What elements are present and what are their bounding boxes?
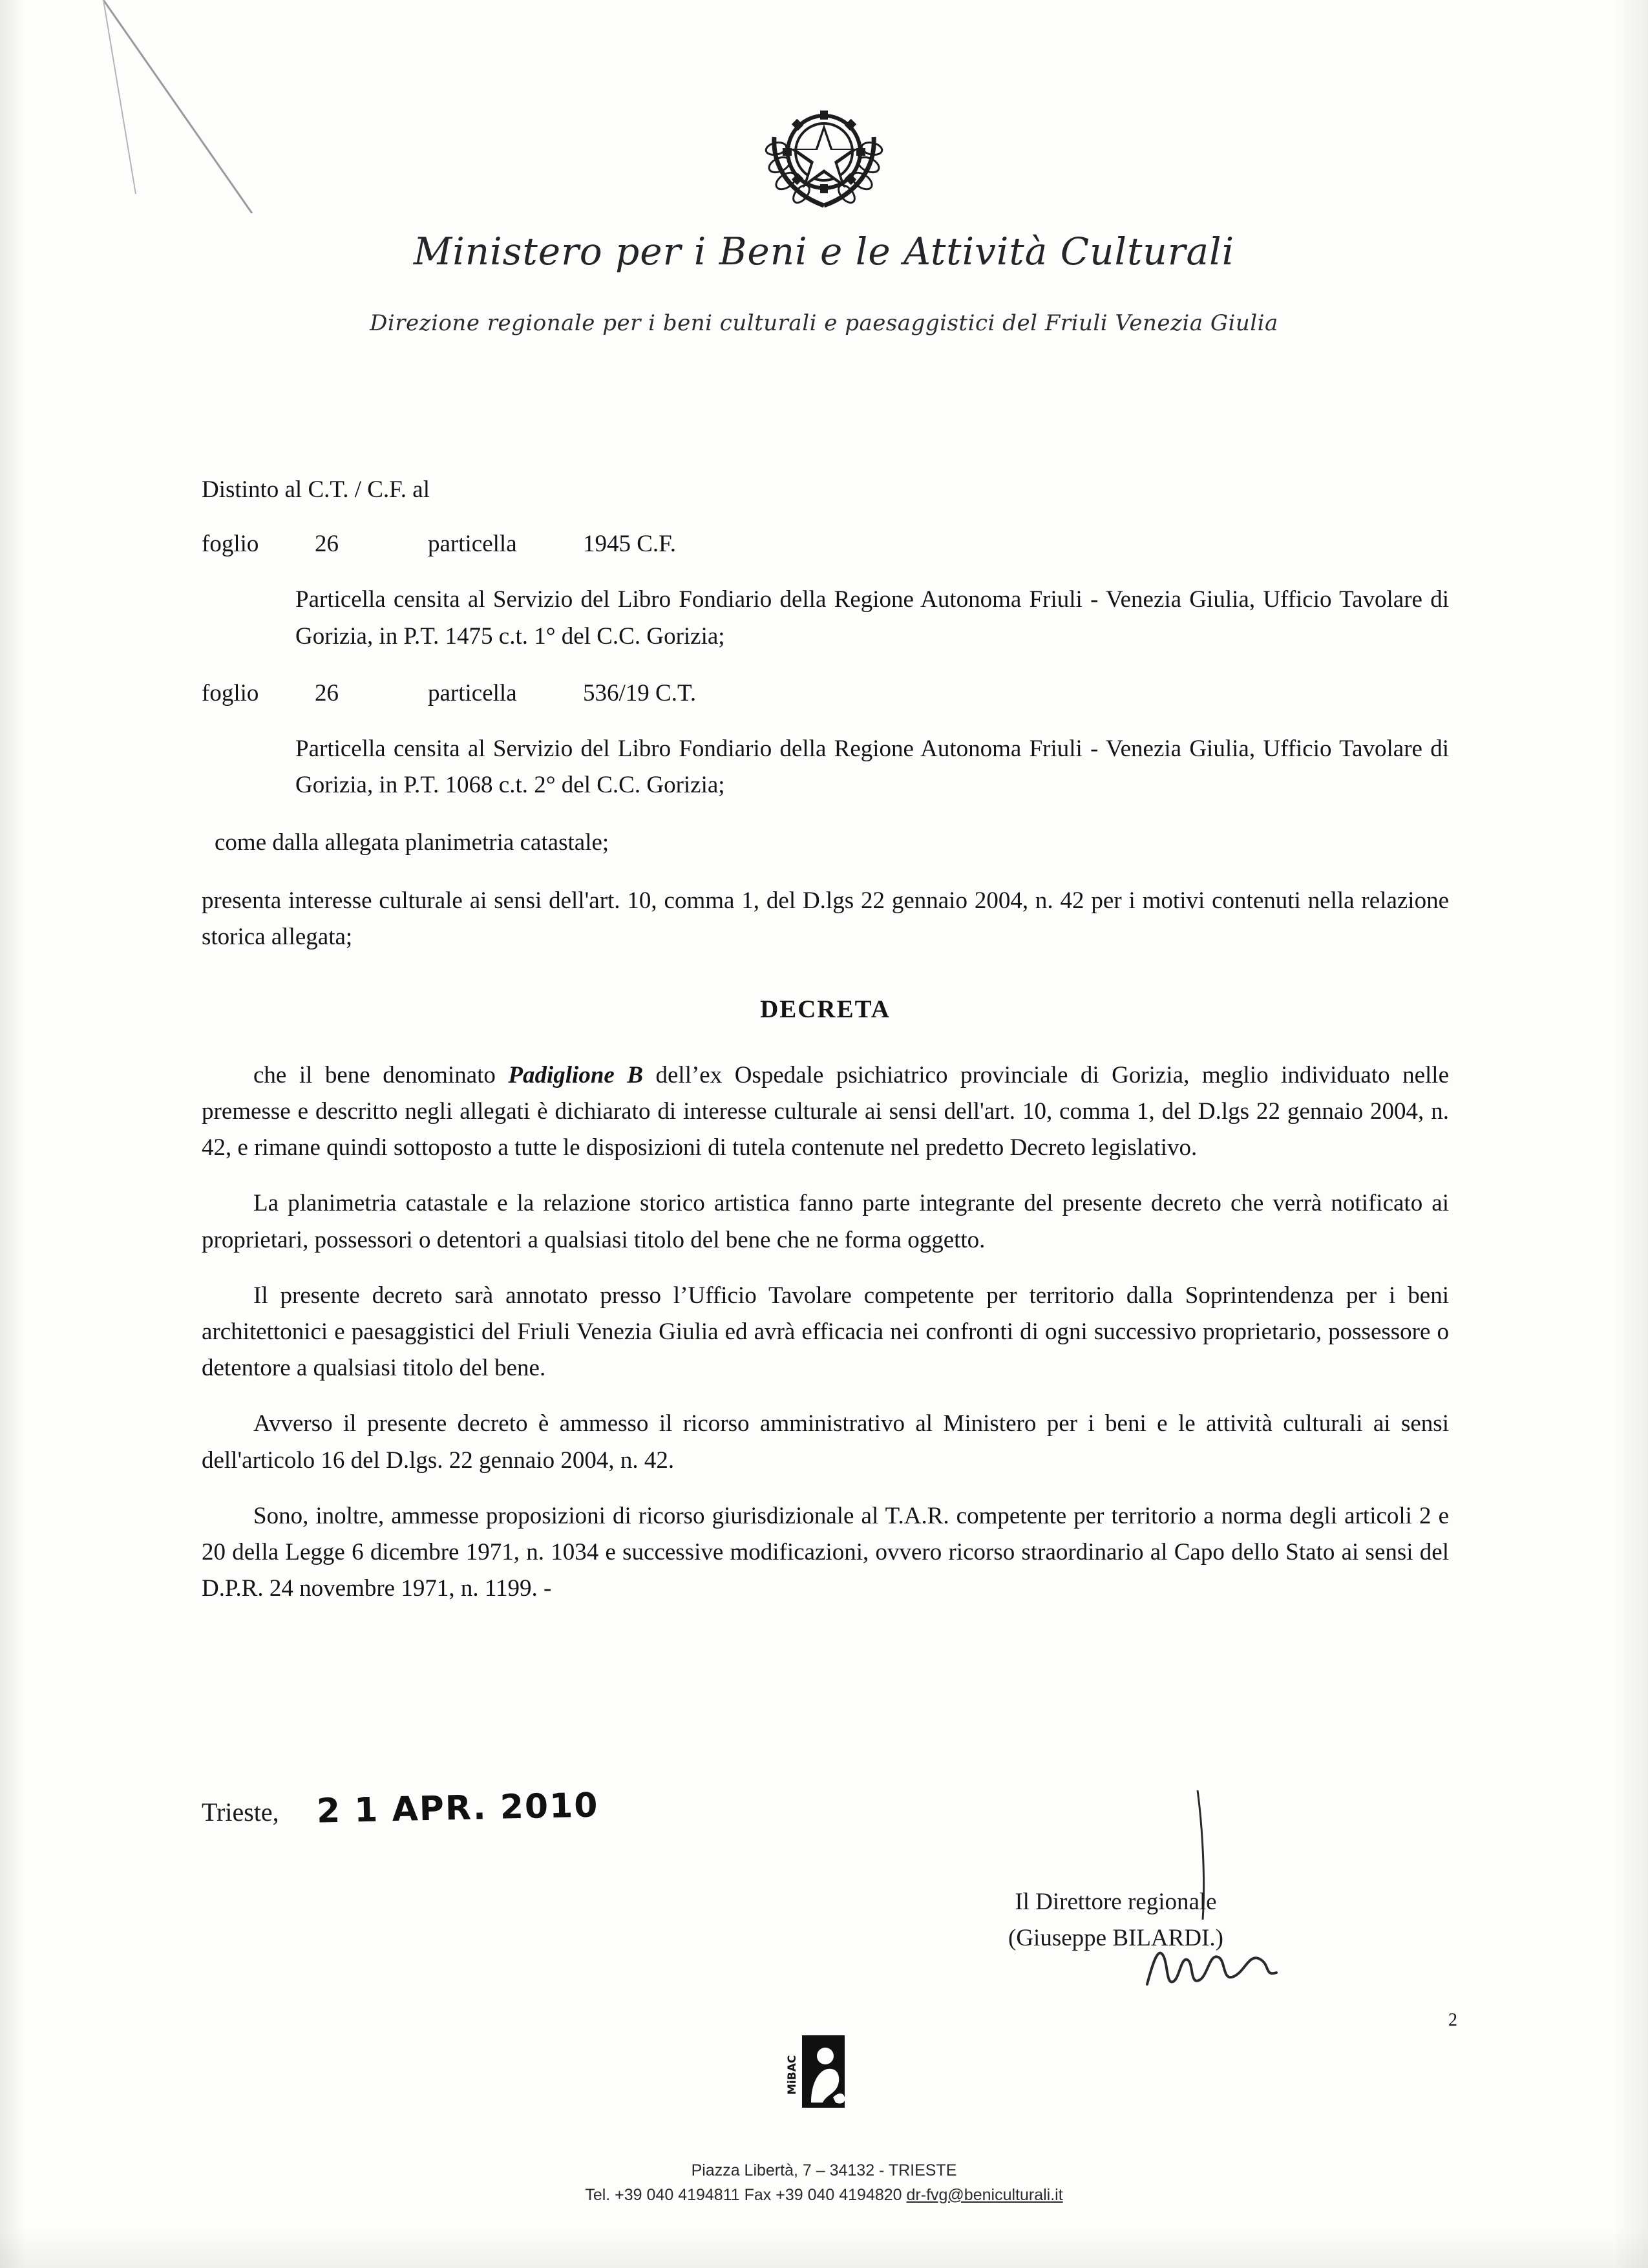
date-stamp: 2 1 APR. 2010: [316, 1786, 600, 1831]
parcel-1-foglio-label: foglio: [202, 531, 259, 558]
decreta-text-post: dell’ex Ospedale psichiatrico provinciale di Gorizia, meglio individuato nelle premesse e descritto negli allegati è dichiarato di interesse culturale ai sensi dell'art. 10, comma 1, del D.lgs 22 gennaio 2004, n. 42, e rimane quindi sottoposto a tutte le disposizioni di tutela contenute nel predetto Decreto legislativo.: [202, 1061, 1449, 1161]
italian-republic-emblem-icon: [0, 90, 1648, 217]
footer-address: Piazza Libertà, 7 – 34132 - TRIESTE: [691, 2161, 957, 2179]
paragraph-planimetria-integrante: La planimetria catastale e la relazione storico artistica fanno parte integrante del presente decreto che verrà notificato ai proprietari, possessori o detentori a qualsiasi titolo del bene che ne forma oggetto.: [202, 1190, 1449, 1253]
director-role: Il Direttore regionale: [1015, 1889, 1217, 1915]
director-name: (Giuseppe BILARDI.): [1008, 1924, 1223, 1951]
decreta-paragraph: [202, 1057, 1449, 1167]
intro-line: Distinto al C.T. / C.F. al: [202, 476, 430, 503]
ministry-subtitle: Direzione regionale per i beni culturali e paesaggistici del Friuli Venezia Giulia: [370, 310, 1278, 336]
parcel-2-parcel-number: 536/19 C.T.: [583, 679, 697, 706]
scan-shadow-left: [0, 0, 26, 2268]
parcel-row-1: [202, 526, 1449, 562]
parcel-1-sheet-number: 26: [315, 531, 339, 558]
scan-shadow-bottom: [0, 2229, 1648, 2268]
parcel-2-particella-label: particella: [428, 679, 517, 706]
footer-phone-line: [0, 2183, 1648, 2208]
decreta-text-pre: che il bene denominato: [253, 1061, 509, 1088]
parcel-2-foglio-label: foglio: [202, 679, 259, 706]
paragraph-annotazione-ufficio-tavolare: Il presente decreto sarà annotato presso l’Ufficio Tavolare competente per territorio dalla Soprintendenza per i beni architettonici e paesaggistici del Friuli Venezia Giulia ed avrà efficacia nei confronti di ogni successivo proprietario, possessore o detentore a qualsiasi titolo del bene.: [202, 1282, 1449, 1382]
decreta-heading: DECRETA: [760, 995, 891, 1024]
interest-paragraph: presenta interesse culturale ai sensi dell'art. 10, comma 1, del D.lgs 22 gennaio 2004, n. 42 per i motivi contenuti nella relazione storica allegata;: [202, 887, 1449, 951]
parcel-2-description: Particella censita al Servizio del Libro Fondiario della Regione Autonoma Friuli - Venezia Giulia, Ufficio Tavolare di Gorizia, in P.T. 1068 c.t. 2° del C.C. Gorizia;: [295, 736, 1449, 799]
parcel-1-description: Particella censita al Servizio del Libro Fondiario della Regione Autonoma Friuli - Venezia Giulia, Ufficio Tavolare di Gorizia, in P.T. 1475 c.t. 1° del C.C. Gorizia;: [295, 586, 1449, 650]
signature-block: [1008, 1884, 1223, 1956]
parcel-2-sheet-number: 26: [315, 679, 339, 706]
document-body: [202, 472, 1449, 1627]
mibac-logo-icon: [0, 2033, 1648, 2117]
ministry-title: Ministero per i Beni e le Attività Culturali: [413, 229, 1235, 273]
footer-phone-fax: Tel. +39 040 4194811 Fax +39 040 4194820: [585, 2185, 907, 2204]
planimetria-note: come dalla allegata planimetria catastale;: [215, 829, 609, 856]
footer-contacts: [0, 2159, 1648, 2207]
paragraph-ricorso-giurisdizionale: Sono, inoltre, ammesse proposizioni di ricorso giurisdizionale al T.A.R. competente per territorio a norma degli articoli 2 e 20 della Legge 6 dicembre 1971, n. 1034 e successive modificazioni, ovvero ricorso straordinario al Capo dello Stato ai sensi del D.P.R. 24 novembre 1971, n. 1199. -: [202, 1502, 1449, 1602]
parcel-1-parcel-number: 1945 C.F.: [583, 531, 677, 558]
signing-place: Trieste,: [202, 1797, 279, 1827]
page-number: 2: [1448, 2010, 1457, 2030]
footer-email[interactable]: dr-fvg@beniculturali.it: [906, 2185, 1063, 2204]
scan-shadow-right: [1612, 0, 1648, 2268]
parcel-row-2: [202, 675, 1449, 712]
decreta-building-name: Padiglione B: [508, 1061, 643, 1088]
parcel-1-particella-label: particella: [428, 531, 517, 558]
paragraph-ricorso-amministrativo: Avverso il presente decreto è ammesso il ricorso amministrativo al Ministero per i beni e le attività culturali ai sensi dell'articolo 16 del D.lgs. 22 gennaio 2004, n. 42.: [202, 1410, 1449, 1474]
svg-text:MiBAC: MiBAC: [786, 2055, 799, 2095]
